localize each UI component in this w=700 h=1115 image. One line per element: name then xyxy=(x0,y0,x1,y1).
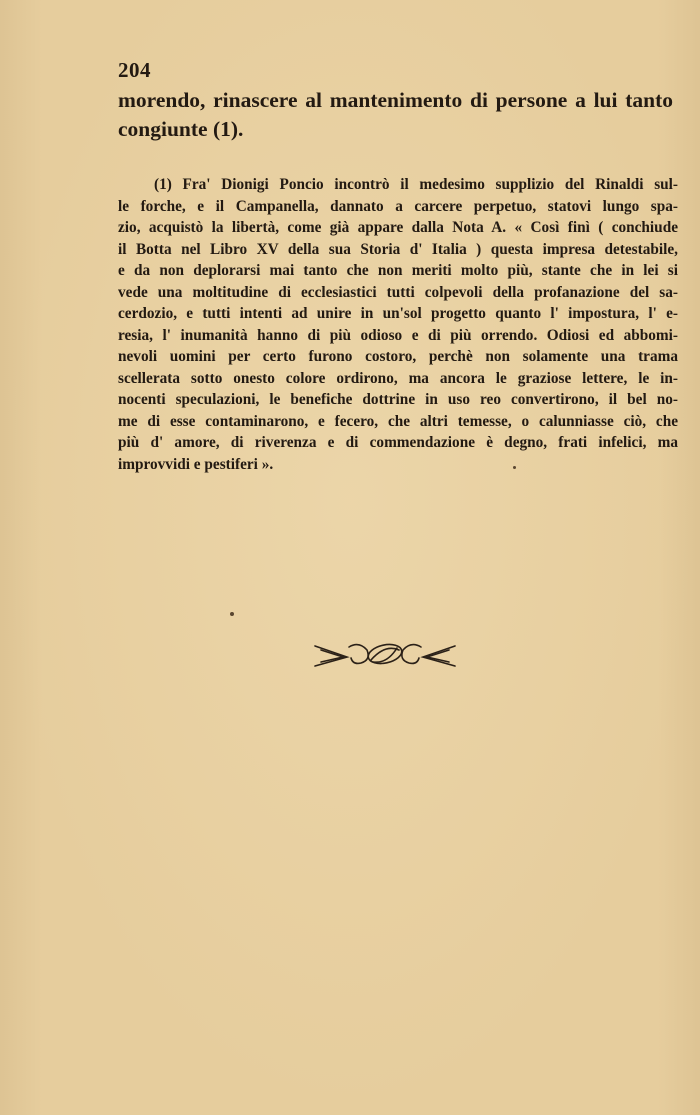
main-text-line: morendo, rinascere al mantenimento di persone a lui tanto xyxy=(118,88,673,112)
footnote-line: nocenti speculazioni, le benefiche dottrine in uso reo convertirono, il bel no- xyxy=(118,391,678,408)
footnote-line: improvvidi e pestiferi ». xyxy=(118,455,274,473)
footnote-line: (1) Fra' Dionigi Poncio incontrò il medesimo supplizio del Rinaldi sul- xyxy=(154,176,678,193)
footnote xyxy=(118,174,678,475)
page-number: 204 xyxy=(118,58,151,82)
ink-speck xyxy=(230,612,234,616)
footnote-line: più d' amore, di riverenza e di commendazione è degno, frati infelici, ma xyxy=(118,434,678,451)
main-text xyxy=(118,86,673,144)
footnote-line: zio, acquistò la libertà, come già appare dalla Nota A. « Così finì ( conchiude xyxy=(118,219,678,236)
footnote-line: resia, l' inumanità hanno di più odioso e di più orrendo. Odiosi ed abbomi- xyxy=(118,326,678,344)
tailpiece-ornament-icon xyxy=(313,638,457,668)
ink-speck xyxy=(513,466,516,469)
footnote-line: le forche, e il Campanella, dannato a carcere perpetuo, statovi lungo spa- xyxy=(118,197,678,215)
main-text-line: congiunte (1). xyxy=(118,117,244,141)
footnote-line: cerdozio, e tutti intenti ad unire in un'sol progetto quanto l' impostura, l' e- xyxy=(118,305,678,322)
footnote-line: il Botta nel Libro XV della sua Storia d' Italia ) questa impresa detestabile, xyxy=(118,240,678,258)
footnote-line: e da non deplorarsi mai tanto che non meriti molto più, stante che in lei si xyxy=(118,262,678,279)
footnote-line: scellerata sotto onesto colore ordirono, ma ancora le graziose lettere, le in- xyxy=(118,369,678,387)
footnote-line: me di esse contaminarono, e fecero, che altri temesse, o calunniasse ciò, che xyxy=(118,412,678,430)
footnote-line: vede una moltitudine di ecclesiastici tutti colpevoli della profanazione del sa- xyxy=(118,283,678,301)
footnote-line: nevoli uomini per certo furono costoro, perchè non solamente una trama xyxy=(118,348,678,365)
